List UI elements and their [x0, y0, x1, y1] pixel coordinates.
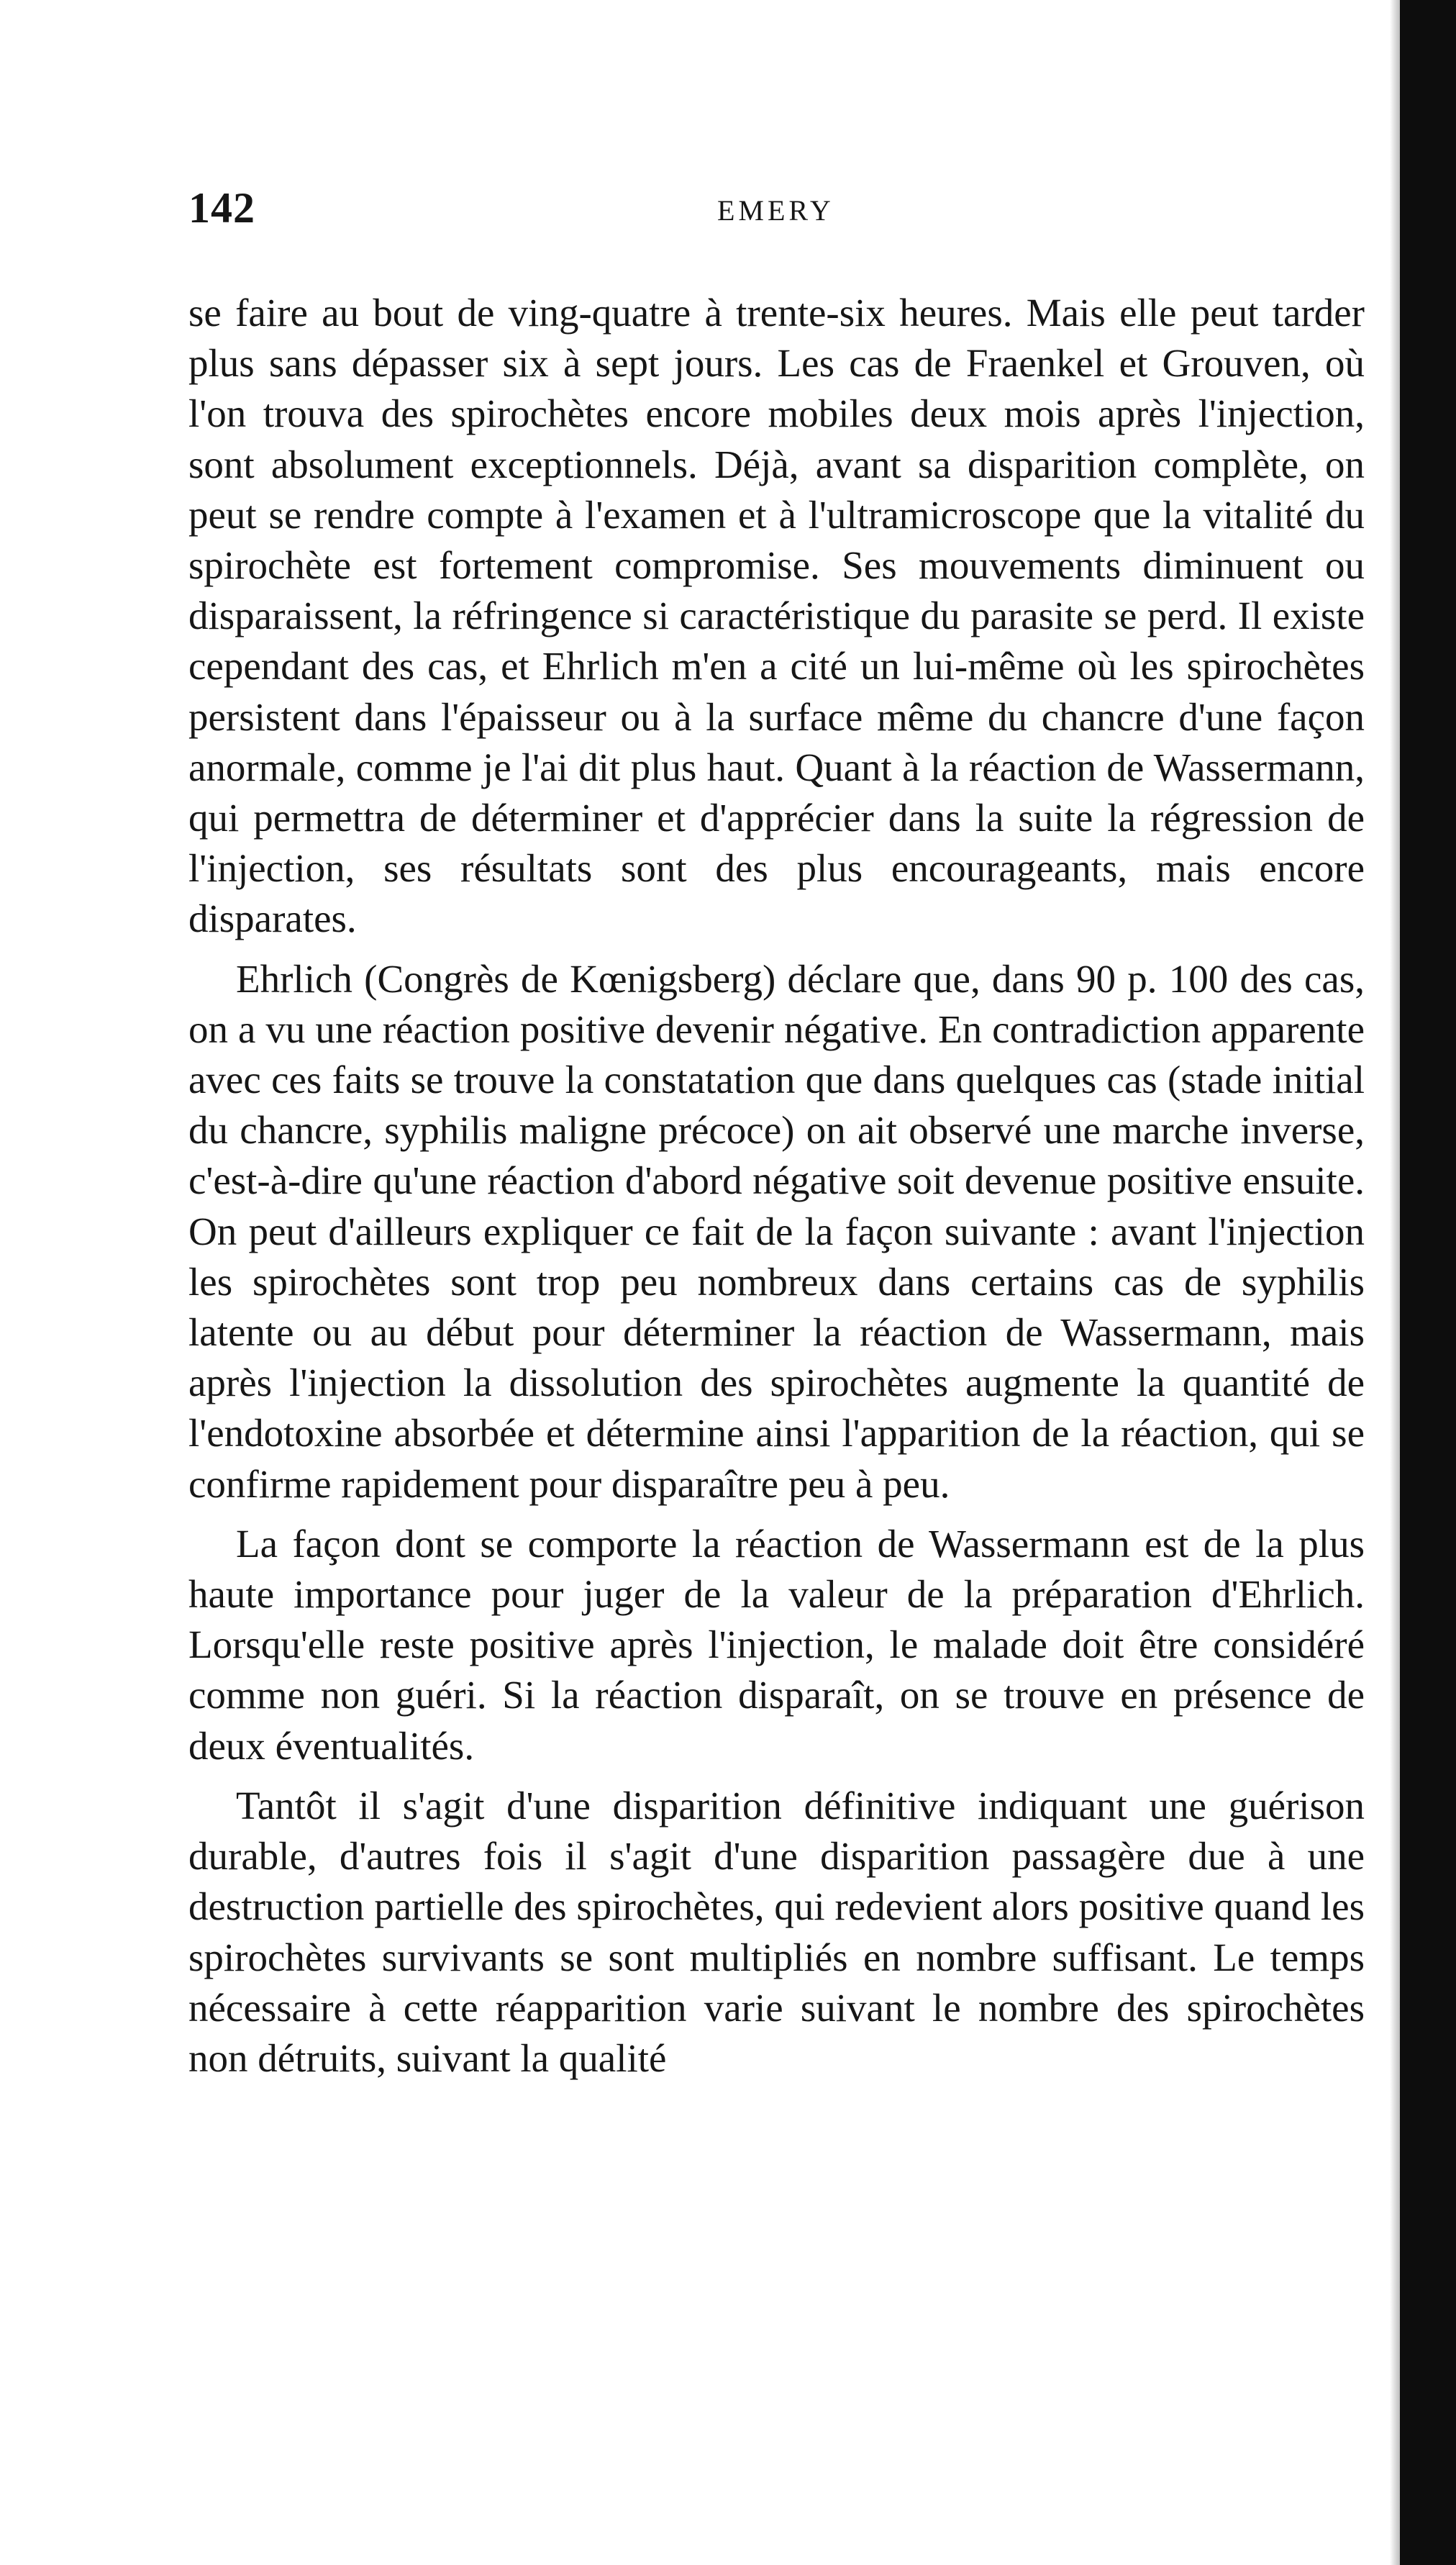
paragraph-3: La façon dont se comporte la réaction de Wassermann est de la plus haute importance pour juger de la valeur de la préparation d'Ehrlich. Lorsqu'elle reste positive après l'injection, le malade doit être considéré comme non guéri. Si la réaction disparaît, on se trouve en présence de deux éventualités. [188, 1521, 1365, 1768]
page-edge [1400, 0, 1456, 2565]
page-number: 142 [188, 184, 255, 232]
running-head [188, 183, 1375, 248]
page-gutter-shadow [1390, 0, 1400, 2565]
paragraph-4: Tantôt il s'agit d'une disparition définitive indiquant une guérison durable, d'autres fois il s'agit d'une disparition passagère due à une destruction partielle des spirochètes, qui redevient alors positive quand les spirochètes survivants se sont multipliés en nombre suffisant. Le temps nécessaire à cette réapparition varie suivant le nombre des spirochètes non détruits, suivant la qualité [188, 1783, 1365, 2080]
paragraph-2: Ehrlich (Congrès de Kœnigsberg) déclare que, dans 90 p. 100 des cas, on a vu une réaction positive devenir négative. En contradiction apparente avec ces faits se trouve la constatation que dans quelques cas (stade initial du chancre, syphilis maligne précoce) on ait observé une marche inverse, c'est-à-dire qu'une réaction d'abord négative soit devenue positive ensuite. On peut d'ailleurs expliquer ce fait de la façon suivante : avant l'injection les spirochètes sont trop peu nombreux dans certains cas de syphilis latente ou au début pour déterminer la réaction de Wassermann, mais après l'injection la dissolution des spirochètes augmente la quantité de l'endotoxine absorbée et détermine ainsi l'apparition de la réaction, qui se confirme rapidement pour disparaître peu à peu. [188, 956, 1365, 1506]
running-title: EMERY [717, 194, 834, 227]
paragraph-1: se faire au bout de ving-quatre à trente-six heures. Mais elle peut tarder plus sans dépasser six à sept jours. Les cas de Fraenkel et Grouven, où l'on trouva des spirochètes encore mobiles deux mois après l'injection, sont absolument exceptionnels. Déjà, avant sa disparition complète, on peut se rendre compte à l'examen et à l'ultramicroscope que la vitalité du spirochète est fortement compromise. Ses mouvements diminuent ou disparaissent, la réfringence si caractéristique du parasite se perd. Il existe cependant des cas, et Ehrlich m'en a cité un lui-même où les spirochètes persistent dans l'épaisseur ou à la surface même du chancre d'une façon anormale, comme je l'ai dit plus haut. Quant à la réaction de Wassermann, qui permettra de déterminer et d'apprécier dans la suite la régression de l'injection, ses résultats sont des plus encourageants, mais encore disparates. [188, 291, 1365, 941]
text-body [188, 288, 1365, 2084]
